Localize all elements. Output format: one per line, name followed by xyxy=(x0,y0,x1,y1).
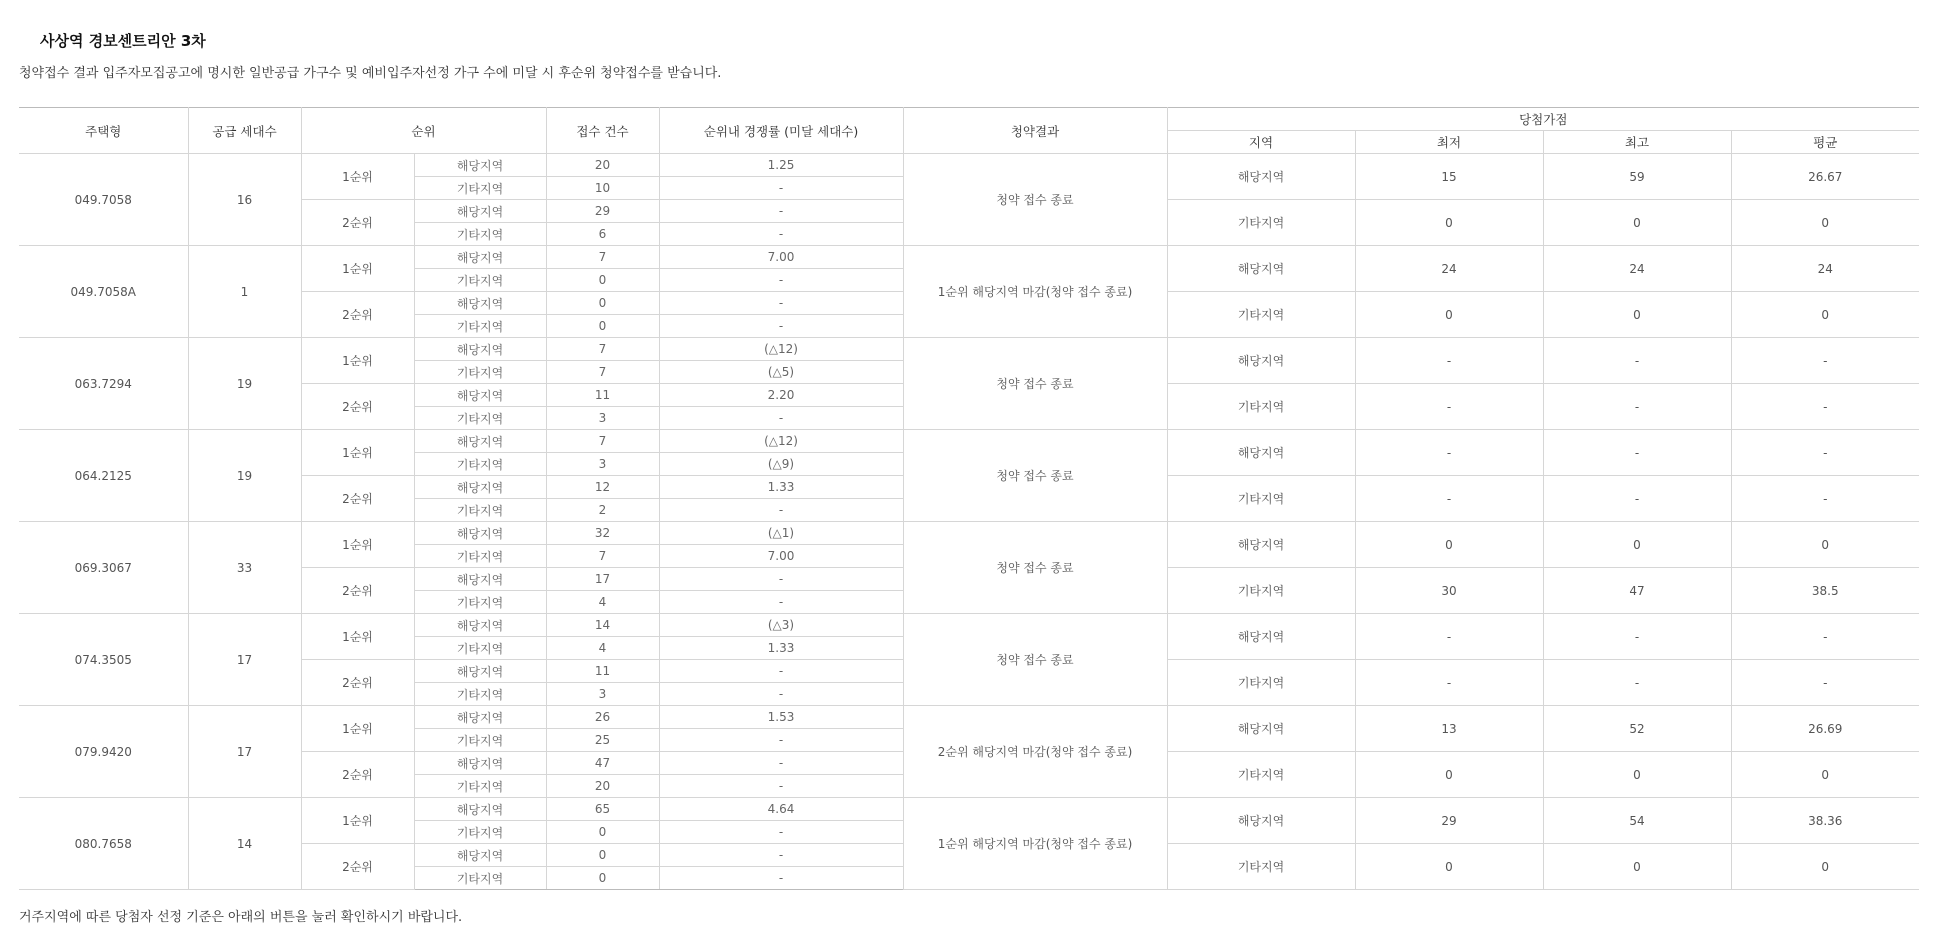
competition-rate-cell: 2.20 xyxy=(659,384,903,407)
subscription-result-cell: 청약 접수 종료 xyxy=(903,154,1167,246)
application-count-cell: 7 xyxy=(546,338,659,361)
table-header xyxy=(19,108,1919,154)
supply-units-cell: 16 xyxy=(188,154,301,246)
area-cell: 해당지역 xyxy=(414,338,546,361)
score-min-cell: - xyxy=(1355,660,1543,706)
score-min-cell: 0 xyxy=(1355,844,1543,890)
rank-label-cell: 1순위 xyxy=(301,522,414,568)
subscription-result-cell: 2순위 해당지역 마감(청약 접수 종료) xyxy=(903,706,1167,798)
area-cell: 해당지역 xyxy=(414,844,546,867)
rank-label-cell: 2순위 xyxy=(301,476,414,522)
score-avg-cell: 0 xyxy=(1731,292,1919,338)
area-cell: 기타지역 xyxy=(414,223,546,246)
footer-note: 거주지역에 따른 당첨자 선정 기준은 아래의 버튼을 눌러 확인하시기 바랍니다. xyxy=(19,910,463,925)
score-max-cell: - xyxy=(1543,338,1731,384)
score-min-cell: - xyxy=(1355,430,1543,476)
area-cell: 기타지역 xyxy=(414,683,546,706)
competition-rate-cell: 1.53 xyxy=(659,706,903,729)
score-region-cell: 기타지역 xyxy=(1167,844,1355,890)
subscription-result-cell: 1순위 해당지역 마감(청약 접수 종료) xyxy=(903,798,1167,890)
score-min-cell: 15 xyxy=(1355,154,1543,200)
score-max-cell: 0 xyxy=(1543,200,1731,246)
competition-rate-cell: (△12) xyxy=(659,430,903,453)
score-avg-cell: 26.69 xyxy=(1731,706,1919,752)
competition-rate-cell: - xyxy=(659,269,903,292)
application-count-cell: 29 xyxy=(546,200,659,223)
application-count-cell: 12 xyxy=(546,476,659,499)
rank-label-cell: 1순위 xyxy=(301,246,414,292)
subscription-result-cell: 청약 접수 종료 xyxy=(903,338,1167,430)
housing-type-cell: 079.9420 xyxy=(19,706,188,798)
subscription-result-cell: 청약 접수 종료 xyxy=(903,430,1167,522)
area-cell: 해당지역 xyxy=(414,614,546,637)
score-avg-cell: 0 xyxy=(1731,844,1919,890)
application-count-cell: 14 xyxy=(546,614,659,637)
area-cell: 해당지역 xyxy=(414,752,546,775)
application-count-cell: 4 xyxy=(546,591,659,614)
supply-units-cell: 17 xyxy=(188,706,301,798)
competition-rate-cell: - xyxy=(659,683,903,706)
score-region-cell: 기타지역 xyxy=(1167,752,1355,798)
score-region-cell: 기타지역 xyxy=(1167,568,1355,614)
score-region-cell: 해당지역 xyxy=(1167,338,1355,384)
rank-label-cell: 1순위 xyxy=(301,614,414,660)
competition-rate-cell: - xyxy=(659,568,903,591)
header-max: 최고 xyxy=(1543,131,1731,154)
application-count-cell: 11 xyxy=(546,660,659,683)
competition-rate-cell: 7.00 xyxy=(659,246,903,269)
area-cell: 해당지역 xyxy=(414,798,546,821)
application-count-cell: 7 xyxy=(546,545,659,568)
supply-units-cell: 1 xyxy=(188,246,301,338)
score-avg-cell: - xyxy=(1731,430,1919,476)
score-min-cell: 0 xyxy=(1355,522,1543,568)
area-cell: 기타지역 xyxy=(414,269,546,292)
score-region-cell: 기타지역 xyxy=(1167,384,1355,430)
score-min-cell: 24 xyxy=(1355,246,1543,292)
area-cell: 기타지역 xyxy=(414,775,546,798)
table-row xyxy=(19,338,1919,361)
application-count-cell: 0 xyxy=(546,867,659,890)
score-min-cell: 30 xyxy=(1355,568,1543,614)
header-min: 최저 xyxy=(1355,131,1543,154)
application-count-cell: 26 xyxy=(546,706,659,729)
score-max-cell: - xyxy=(1543,384,1731,430)
area-cell: 기타지역 xyxy=(414,821,546,844)
competition-rate-cell: - xyxy=(659,499,903,522)
score-region-cell: 기타지역 xyxy=(1167,660,1355,706)
score-region-cell: 해당지역 xyxy=(1167,246,1355,292)
area-cell: 해당지역 xyxy=(414,200,546,223)
rank-label-cell: 2순위 xyxy=(301,384,414,430)
application-count-cell: 11 xyxy=(546,384,659,407)
score-avg-cell: 38.36 xyxy=(1731,798,1919,844)
application-count-cell: 0 xyxy=(546,315,659,338)
application-count-cell: 0 xyxy=(546,269,659,292)
competition-rate-cell: (△9) xyxy=(659,453,903,476)
housing-type-cell: 080.7658 xyxy=(19,798,188,890)
table-row xyxy=(19,614,1919,637)
score-max-cell: 47 xyxy=(1543,568,1731,614)
header-competition-rate: 순위내 경쟁률 (미달 세대수) xyxy=(659,108,903,154)
score-avg-cell: 38.5 xyxy=(1731,568,1919,614)
application-count-cell: 4 xyxy=(546,637,659,660)
rank-label-cell: 2순위 xyxy=(301,660,414,706)
application-count-cell: 0 xyxy=(546,292,659,315)
score-max-cell: 0 xyxy=(1543,844,1731,890)
competition-rate-cell: - xyxy=(659,223,903,246)
area-cell: 기타지역 xyxy=(414,729,546,752)
area-cell: 해당지역 xyxy=(414,706,546,729)
subscription-result-table xyxy=(19,107,1919,890)
table-row xyxy=(19,706,1919,729)
competition-rate-cell: (△12) xyxy=(659,338,903,361)
score-avg-cell: 24 xyxy=(1731,246,1919,292)
header-avg: 평균 xyxy=(1731,131,1919,154)
competition-rate-cell: - xyxy=(659,407,903,430)
table-body xyxy=(19,154,1919,890)
area-cell: 해당지역 xyxy=(414,430,546,453)
score-region-cell: 기타지역 xyxy=(1167,200,1355,246)
score-avg-cell: 0 xyxy=(1731,752,1919,798)
score-region-cell: 해당지역 xyxy=(1167,522,1355,568)
competition-rate-cell: - xyxy=(659,591,903,614)
score-min-cell: - xyxy=(1355,614,1543,660)
score-avg-cell: 26.67 xyxy=(1731,154,1919,200)
area-cell: 해당지역 xyxy=(414,384,546,407)
table-row xyxy=(19,522,1919,545)
score-min-cell: 0 xyxy=(1355,292,1543,338)
subscription-result-cell: 청약 접수 종료 xyxy=(903,614,1167,706)
competition-rate-cell: 1.33 xyxy=(659,476,903,499)
competition-rate-cell: - xyxy=(659,292,903,315)
score-region-cell: 해당지역 xyxy=(1167,706,1355,752)
housing-type-cell: 049.7058 xyxy=(19,154,188,246)
score-max-cell: 0 xyxy=(1543,522,1731,568)
rank-label-cell: 2순위 xyxy=(301,292,414,338)
competition-rate-cell: - xyxy=(659,729,903,752)
application-count-cell: 47 xyxy=(546,752,659,775)
score-max-cell: 24 xyxy=(1543,246,1731,292)
score-avg-cell: - xyxy=(1731,660,1919,706)
table-row xyxy=(19,246,1919,269)
score-max-cell: 54 xyxy=(1543,798,1731,844)
header-application-count: 접수 건수 xyxy=(546,108,659,154)
score-min-cell: - xyxy=(1355,338,1543,384)
score-avg-cell: 0 xyxy=(1731,522,1919,568)
area-cell: 기타지역 xyxy=(414,867,546,890)
score-max-cell: - xyxy=(1543,660,1731,706)
score-avg-cell: - xyxy=(1731,384,1919,430)
supply-units-cell: 19 xyxy=(188,338,301,430)
area-cell: 해당지역 xyxy=(414,568,546,591)
area-cell: 기타지역 xyxy=(414,591,546,614)
score-avg-cell: - xyxy=(1731,476,1919,522)
score-min-cell: 29 xyxy=(1355,798,1543,844)
housing-type-cell: 063.7294 xyxy=(19,338,188,430)
application-count-cell: 7 xyxy=(546,430,659,453)
score-avg-cell: 0 xyxy=(1731,200,1919,246)
area-cell: 기타지역 xyxy=(414,499,546,522)
table-row xyxy=(19,430,1919,453)
header-supply-units: 공급 세대수 xyxy=(188,108,301,154)
score-max-cell: - xyxy=(1543,430,1731,476)
score-min-cell: - xyxy=(1355,476,1543,522)
score-region-cell: 해당지역 xyxy=(1167,430,1355,476)
application-count-cell: 25 xyxy=(546,729,659,752)
page-title: 사상역 경보센트리안 3차 xyxy=(40,32,206,50)
score-region-cell: 기타지역 xyxy=(1167,292,1355,338)
application-count-cell: 20 xyxy=(546,154,659,177)
score-region-cell: 해당지역 xyxy=(1167,154,1355,200)
application-count-cell: 0 xyxy=(546,844,659,867)
competition-rate-cell: (△1) xyxy=(659,522,903,545)
competition-rate-cell: 1.25 xyxy=(659,154,903,177)
header-region: 지역 xyxy=(1167,131,1355,154)
area-cell: 해당지역 xyxy=(414,660,546,683)
competition-rate-cell: - xyxy=(659,867,903,890)
application-count-cell: 17 xyxy=(546,568,659,591)
area-cell: 기타지역 xyxy=(414,315,546,338)
area-cell: 해당지역 xyxy=(414,522,546,545)
score-min-cell: - xyxy=(1355,384,1543,430)
application-count-cell: 65 xyxy=(546,798,659,821)
area-cell: 해당지역 xyxy=(414,154,546,177)
competition-rate-cell: - xyxy=(659,315,903,338)
header-subscription-result: 청약결과 xyxy=(903,108,1167,154)
rank-label-cell: 1순위 xyxy=(301,798,414,844)
rank-label-cell: 2순위 xyxy=(301,200,414,246)
application-count-cell: 10 xyxy=(546,177,659,200)
application-count-cell: 7 xyxy=(546,361,659,384)
rank-label-cell: 1순위 xyxy=(301,430,414,476)
rank-label-cell: 2순위 xyxy=(301,752,414,798)
subscription-result-cell: 청약 접수 종료 xyxy=(903,522,1167,614)
competition-rate-cell: - xyxy=(659,844,903,867)
application-count-cell: 32 xyxy=(546,522,659,545)
area-cell: 해당지역 xyxy=(414,292,546,315)
rank-label-cell: 1순위 xyxy=(301,338,414,384)
competition-rate-cell: - xyxy=(659,821,903,844)
competition-rate-cell: - xyxy=(659,200,903,223)
rank-label-cell: 2순위 xyxy=(301,844,414,890)
subscription-result-cell: 1순위 해당지역 마감(청약 접수 종료) xyxy=(903,246,1167,338)
housing-type-cell: 069.3067 xyxy=(19,522,188,614)
score-min-cell: 0 xyxy=(1355,200,1543,246)
application-count-cell: 2 xyxy=(546,499,659,522)
description-text: 청약접수 결과 입주자모집공고에 명시한 일반공급 가구수 및 예비입주자선정 가구 수에 미달 시 후순위 청약접수를 받습니다. xyxy=(19,66,722,81)
application-count-cell: 0 xyxy=(546,821,659,844)
supply-units-cell: 17 xyxy=(188,614,301,706)
competition-rate-cell: - xyxy=(659,775,903,798)
score-max-cell: 0 xyxy=(1543,292,1731,338)
header-housing-type: 주택형 xyxy=(19,108,188,154)
header-rank: 순위 xyxy=(301,108,546,154)
score-region-cell: 기타지역 xyxy=(1167,476,1355,522)
application-count-cell: 3 xyxy=(546,407,659,430)
competition-rate-cell: - xyxy=(659,660,903,683)
rank-label-cell: 1순위 xyxy=(301,154,414,200)
table-row xyxy=(19,798,1919,821)
area-cell: 기타지역 xyxy=(414,361,546,384)
area-cell: 기타지역 xyxy=(414,177,546,200)
application-count-cell: 3 xyxy=(546,453,659,476)
area-cell: 해당지역 xyxy=(414,476,546,499)
competition-rate-cell: 4.64 xyxy=(659,798,903,821)
table-row xyxy=(19,154,1919,177)
competition-rate-cell: 7.00 xyxy=(659,545,903,568)
score-max-cell: - xyxy=(1543,476,1731,522)
score-avg-cell: - xyxy=(1731,338,1919,384)
supply-units-cell: 19 xyxy=(188,430,301,522)
supply-units-cell: 14 xyxy=(188,798,301,890)
area-cell: 기타지역 xyxy=(414,545,546,568)
area-cell: 기타지역 xyxy=(414,637,546,660)
application-count-cell: 20 xyxy=(546,775,659,798)
competition-rate-cell: - xyxy=(659,177,903,200)
score-max-cell: 59 xyxy=(1543,154,1731,200)
rank-label-cell: 1순위 xyxy=(301,706,414,752)
application-count-cell: 7 xyxy=(546,246,659,269)
application-count-cell: 3 xyxy=(546,683,659,706)
score-region-cell: 해당지역 xyxy=(1167,798,1355,844)
supply-units-cell: 33 xyxy=(188,522,301,614)
score-avg-cell: - xyxy=(1731,614,1919,660)
competition-rate-cell: - xyxy=(659,752,903,775)
score-max-cell: - xyxy=(1543,614,1731,660)
score-min-cell: 13 xyxy=(1355,706,1543,752)
score-max-cell: 52 xyxy=(1543,706,1731,752)
area-cell: 기타지역 xyxy=(414,407,546,430)
rank-label-cell: 2순위 xyxy=(301,568,414,614)
score-min-cell: 0 xyxy=(1355,752,1543,798)
housing-type-cell: 064.2125 xyxy=(19,430,188,522)
application-count-cell: 6 xyxy=(546,223,659,246)
competition-rate-cell: (△3) xyxy=(659,614,903,637)
housing-type-cell: 049.7058A xyxy=(19,246,188,338)
score-region-cell: 해당지역 xyxy=(1167,614,1355,660)
header-winning-score: 당첨가점 xyxy=(1167,108,1919,131)
area-cell: 해당지역 xyxy=(414,246,546,269)
housing-type-cell: 074.3505 xyxy=(19,614,188,706)
score-max-cell: 0 xyxy=(1543,752,1731,798)
competition-rate-cell: (△5) xyxy=(659,361,903,384)
competition-rate-cell: 1.33 xyxy=(659,637,903,660)
area-cell: 기타지역 xyxy=(414,453,546,476)
